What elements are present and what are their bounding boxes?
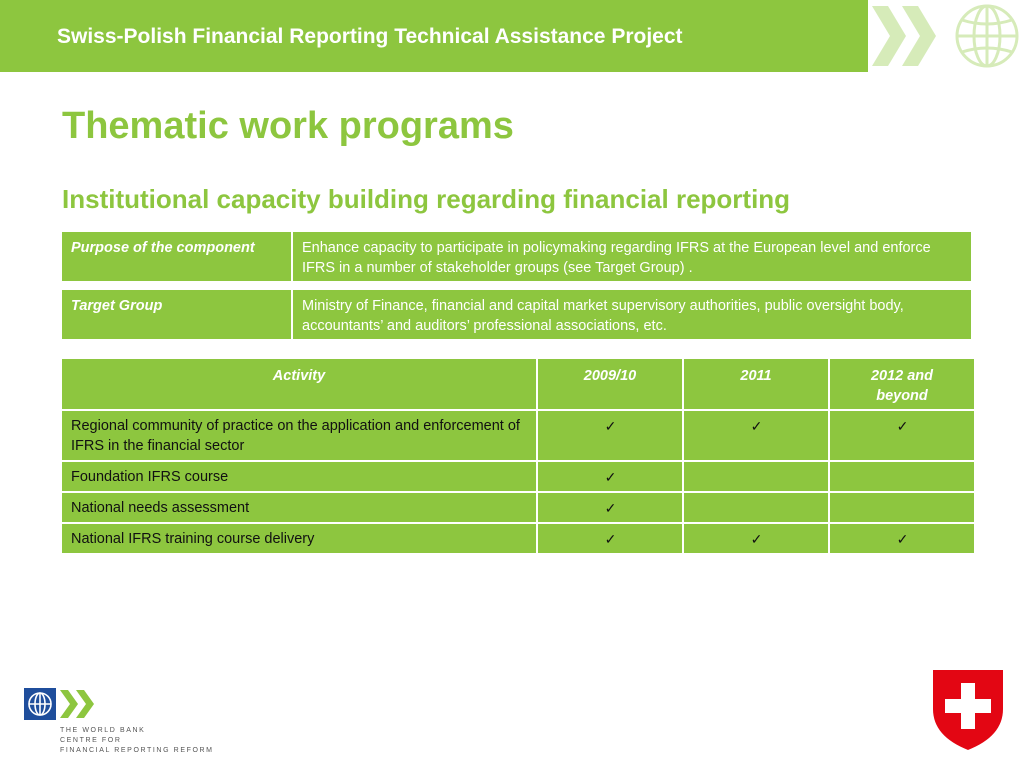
swiss-cross-shield-icon — [928, 663, 1008, 753]
footer-org-name — [60, 726, 214, 756]
footer-line: CENTRE FOR — [60, 737, 122, 744]
empty-cell — [683, 492, 829, 523]
purpose-label: Purpose of the component — [61, 231, 292, 282]
page-subtitle: Institutional capacity building regarding financial reporting — [62, 184, 791, 214]
check-mark-icon: ✓ — [537, 523, 683, 554]
header-2009-10: 2009/10 — [537, 358, 683, 410]
purpose-text: Enhance capacity to participate in policymaking regarding IFRS at the European level and enforce IFRS in a number of stakeholder groups (see Target Group) . — [292, 231, 972, 282]
empty-cell — [683, 461, 829, 492]
target-group-text: Ministry of Finance, financial and capital market supervisory authorities, public oversight body, accountants’ and auditors’ professional associations, etc. — [292, 289, 972, 340]
check-mark-icon: ✓ — [683, 523, 829, 554]
header-activity: Activity — [61, 358, 537, 410]
check-mark-icon: ✓ — [537, 410, 683, 461]
header-2012-beyond: 2012 and beyond — [829, 358, 975, 410]
table-row — [61, 523, 975, 554]
target-group-row — [61, 289, 972, 340]
header-2011: 2011 — [683, 358, 829, 410]
activity-name: National IFRS training course delivery — [61, 523, 537, 554]
check-mark-icon: ✓ — [683, 410, 829, 461]
check-mark-icon: ✓ — [829, 523, 975, 554]
footer-line: THE WORLD BANK — [60, 727, 146, 734]
purpose-table — [60, 230, 973, 283]
header-globe-chevrons-icon — [868, 0, 1024, 72]
check-mark-icon: ✓ — [537, 492, 683, 523]
table-row — [61, 461, 975, 492]
activity-name: National needs assessment — [61, 492, 537, 523]
table-row — [61, 410, 975, 461]
empty-cell — [829, 461, 975, 492]
footer-line: FINANCIAL REPORTING REFORM — [60, 747, 214, 754]
check-mark-icon: ✓ — [537, 461, 683, 492]
page-title: Thematic work programs — [62, 105, 514, 147]
activity-header-row — [61, 358, 975, 410]
header-bar — [0, 0, 868, 72]
header-title: Swiss-Polish Financial Reporting Technical Assistance Project — [57, 25, 683, 48]
target-group-label: Target Group — [61, 289, 292, 340]
purpose-row — [61, 231, 972, 282]
empty-cell — [829, 492, 975, 523]
activity-name: Foundation IFRS course — [61, 461, 537, 492]
target-group-table — [60, 288, 973, 341]
check-mark-icon: ✓ — [829, 410, 975, 461]
table-row — [61, 492, 975, 523]
activity-table — [60, 357, 976, 555]
activity-name: Regional community of practice on the application and enforcement of IFRS in the financial sector — [61, 410, 537, 461]
